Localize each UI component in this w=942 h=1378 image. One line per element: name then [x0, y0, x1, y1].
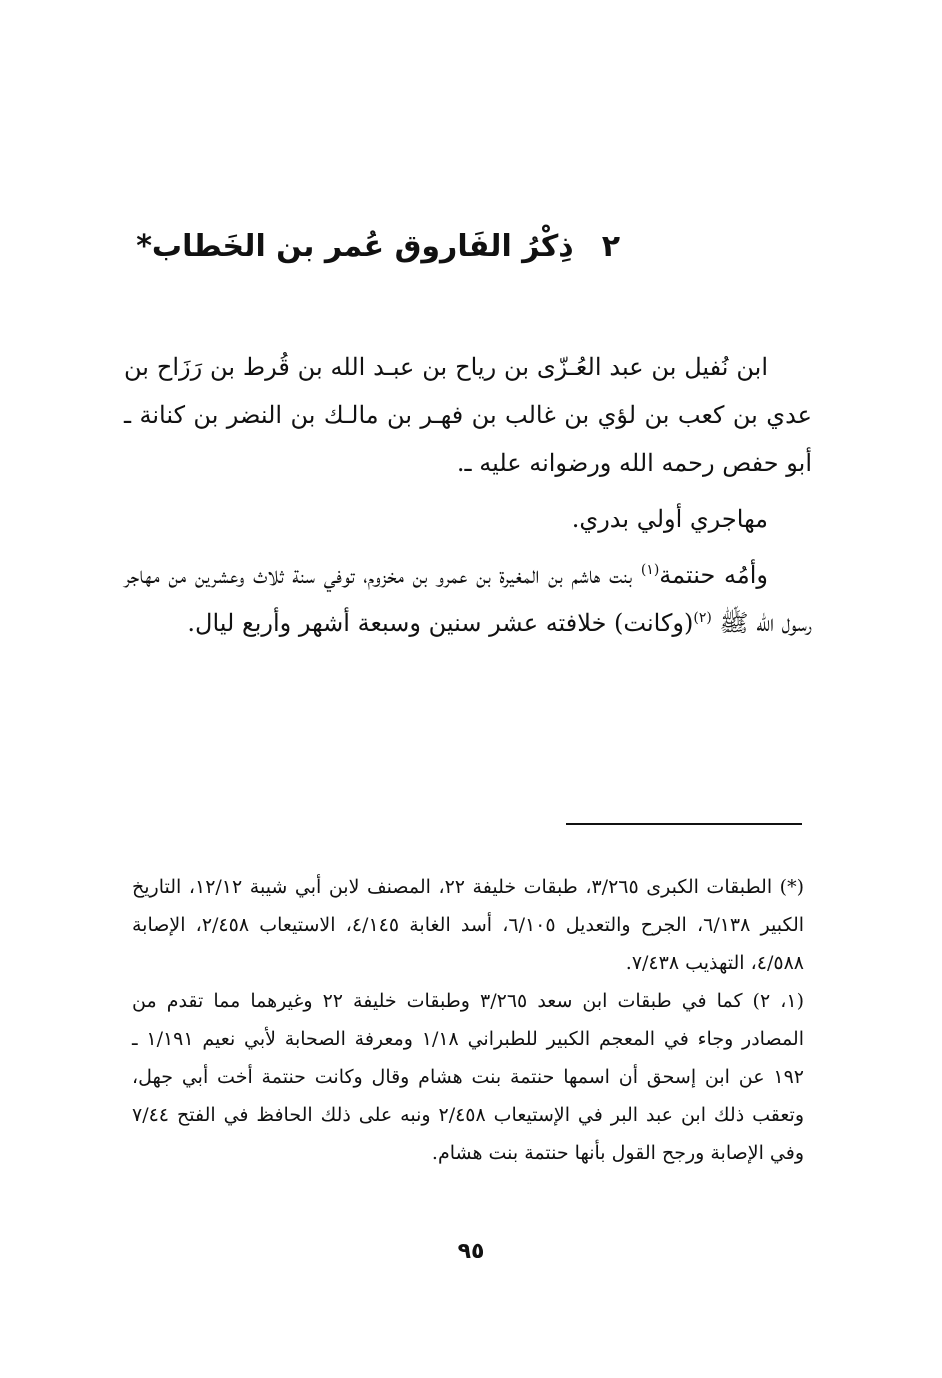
mother-text-end: (وكانت) خلافته عشر سنين وسبعة أشهر وأربع ليال.	[187, 609, 694, 637]
page-number: ٩٥	[457, 1239, 485, 1264]
mother-paragraph	[124, 551, 812, 647]
section-heading	[136, 222, 620, 272]
section-number: ٢	[601, 229, 620, 264]
footnote-ref-2: (٢)	[693, 610, 712, 626]
footnote-ref-1: (١)	[640, 562, 660, 578]
footnote-star: (*) الطبقات الكبرى ٣/٢٦٥، طبقات خليفة ٢٢، المصنف لابن أبي شيبة ١٢/١٢، التاريخ الكبير ٦/١٣٨، الجرح والتعديل ٦/١٠٥، أسد الغابة ٤/١٤٥، الاستيعاب ٢/٤٥٨، الإصابة ٤/٥٨٨، التهذيب ٧/٤٣٨.	[132, 876, 805, 974]
footnote-separator	[566, 823, 802, 825]
mother-text-start: وأمُه حنتمة	[659, 561, 768, 589]
footnote-1-2: (١، ٢) كما في طبقات ابن سعد ٣/٢٦٥ وطبقات خليفة ٢٢ وغيرهما مما تقدم من المصادر وجاء في المعجم الكبير للطبراني ١/١٨ ومعرفة الصحابة لأبي نعيم ١/١٩١ ـ ١٩٢ عن ابن إسحق أن اسمها حنتمة بنت هشام وقال وكانت حنتمة أخت أبي جهل، وتعقب ذلك ابن عبد البر في الإستيعاب ٢/٤٥٨ ونبه على ذلك الحافظ في الفتح ٧/٤٤ وفي الإصابة ورجح القول بأنها حنتمة بنت هشام.	[132, 990, 804, 1164]
footnotes	[132, 868, 804, 1172]
status-paragraph: مهاجري أولي بدري.	[571, 505, 768, 533]
section-title: ذِكْرُ الفَاروق عُمر بن الخَطاب*	[136, 229, 574, 264]
mother-text-middle: بنت هاشم بن المغيرة بن عمرو بن مخزوم، توفي سنة ثلاث وعشرين من مهاجر رسول الله ﷺ	[124, 561, 812, 637]
main-text	[124, 343, 812, 647]
lineage-paragraph: ابن نُفيل بن عبد العُـزّى بن رياح بن عبـد الله بن قُرط بن رَزَاح بن عدي بن كعب بن لؤي بن غالب بن فهـر بن مالـك بن النضر بن كنانة ـ أبو حفص رحمه الله ورضوانه عليه ـ.	[124, 353, 812, 477]
